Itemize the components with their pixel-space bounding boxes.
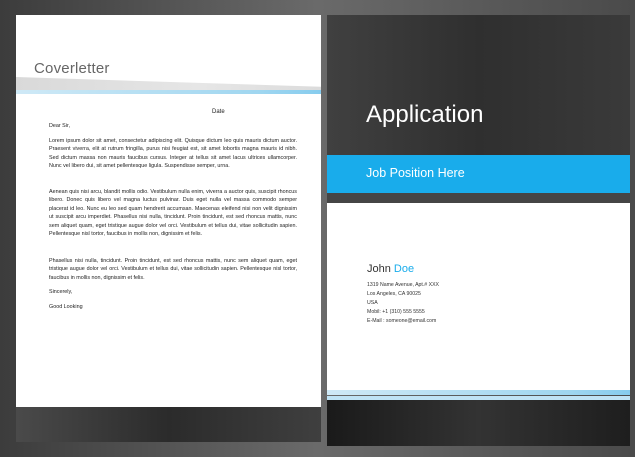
letter-closing: Sincerely, — [49, 289, 73, 295]
job-position: Job Position Here — [366, 166, 465, 180]
applicant-mobile: Mobil: +1 (310) 555 5555 — [367, 309, 425, 315]
application-footer — [327, 396, 630, 446]
applicant-city: Los Angeles, CA 90025 — [367, 291, 421, 297]
applicant-country: USA — [367, 300, 378, 306]
letter-paragraph: Lorem ipsum dolor sit amet, consectetur adipiscing elit. Quisque dictum leo quis mauris dictum auctor. Praesent viverra, elit at rutrum fringilla, purus nisi feugiat est, sit amet lobortis magna mauris id nibh. Sed dictum massa non mauris faucibus cursus. Integer at tellus sit amet lacus ultrices ullamcorper. Nunc vel libero dui, sit amet pellentesque ligula. Suspendisse semper, urna. — [49, 138, 297, 170]
letter-signature: Good Looking — [49, 304, 83, 310]
applicant-last-name: Doe — [393, 263, 415, 275]
cover-letter-page — [16, 15, 321, 407]
letter-date: Date — [212, 109, 225, 115]
applicant-email: E-Mail : someone@email.com — [367, 318, 437, 324]
cover-letter-title: Coverletter — [34, 60, 110, 77]
cover-letter-footer — [16, 407, 321, 442]
letter-paragraph: Aenean quis nisi arcu, blandit mollis odio. Vestibulum nulla enim, viverra a auctor quis, suscipit rhoncus libero. Donec quis libero vel magna luctus pulvinar. Duis eget nulla vel massa commodo semper placerat id leo. Nunc eu leo sed quam hendrerit accumsan. Maecenas eleifend nisi non velit dignissim ut suscipit arcu imperdiet. Phasellus nisi nulla, tincidunt. Proin tincidunt, est sed rhoncus mattis, nunc sem aliquet quam, eget tristique augue dolor vel orci. Vestibulum et tellus dui, vitae sollicitudin sapien. Pellentesque nisl tortor, faucibus in mollis non, dignissim et felis. — [49, 189, 297, 238]
application-body — [327, 203, 630, 391]
position-bar-shadow — [327, 193, 630, 203]
body-stripe — [327, 390, 630, 395]
letter-paragraph: Phasellus nisi nulla, tincidunt. Proin tincidunt, est sed rhoncus mattis, nunc sem aliquet quam, eget tristique augue dolor vel orci. Vestibulum et tellus dui, vitae sollicitudin sapien. Pellentesque nisl tortor, faucibus in mollis non, dignissim et felis. — [49, 258, 297, 281]
header-band — [16, 77, 321, 103]
position-bar — [327, 155, 630, 193]
header-band-grey — [16, 77, 321, 91]
header-band-blue — [16, 90, 321, 94]
applicant-address: 1319 Name Avenue, Apt.# XXX — [367, 282, 440, 288]
application-header — [327, 15, 630, 155]
letter-greeting: Dear Sir, — [49, 123, 70, 129]
application-title: Application — [366, 101, 484, 128]
applicant-first-name: John — [367, 263, 391, 275]
applicant-name — [367, 263, 414, 275]
